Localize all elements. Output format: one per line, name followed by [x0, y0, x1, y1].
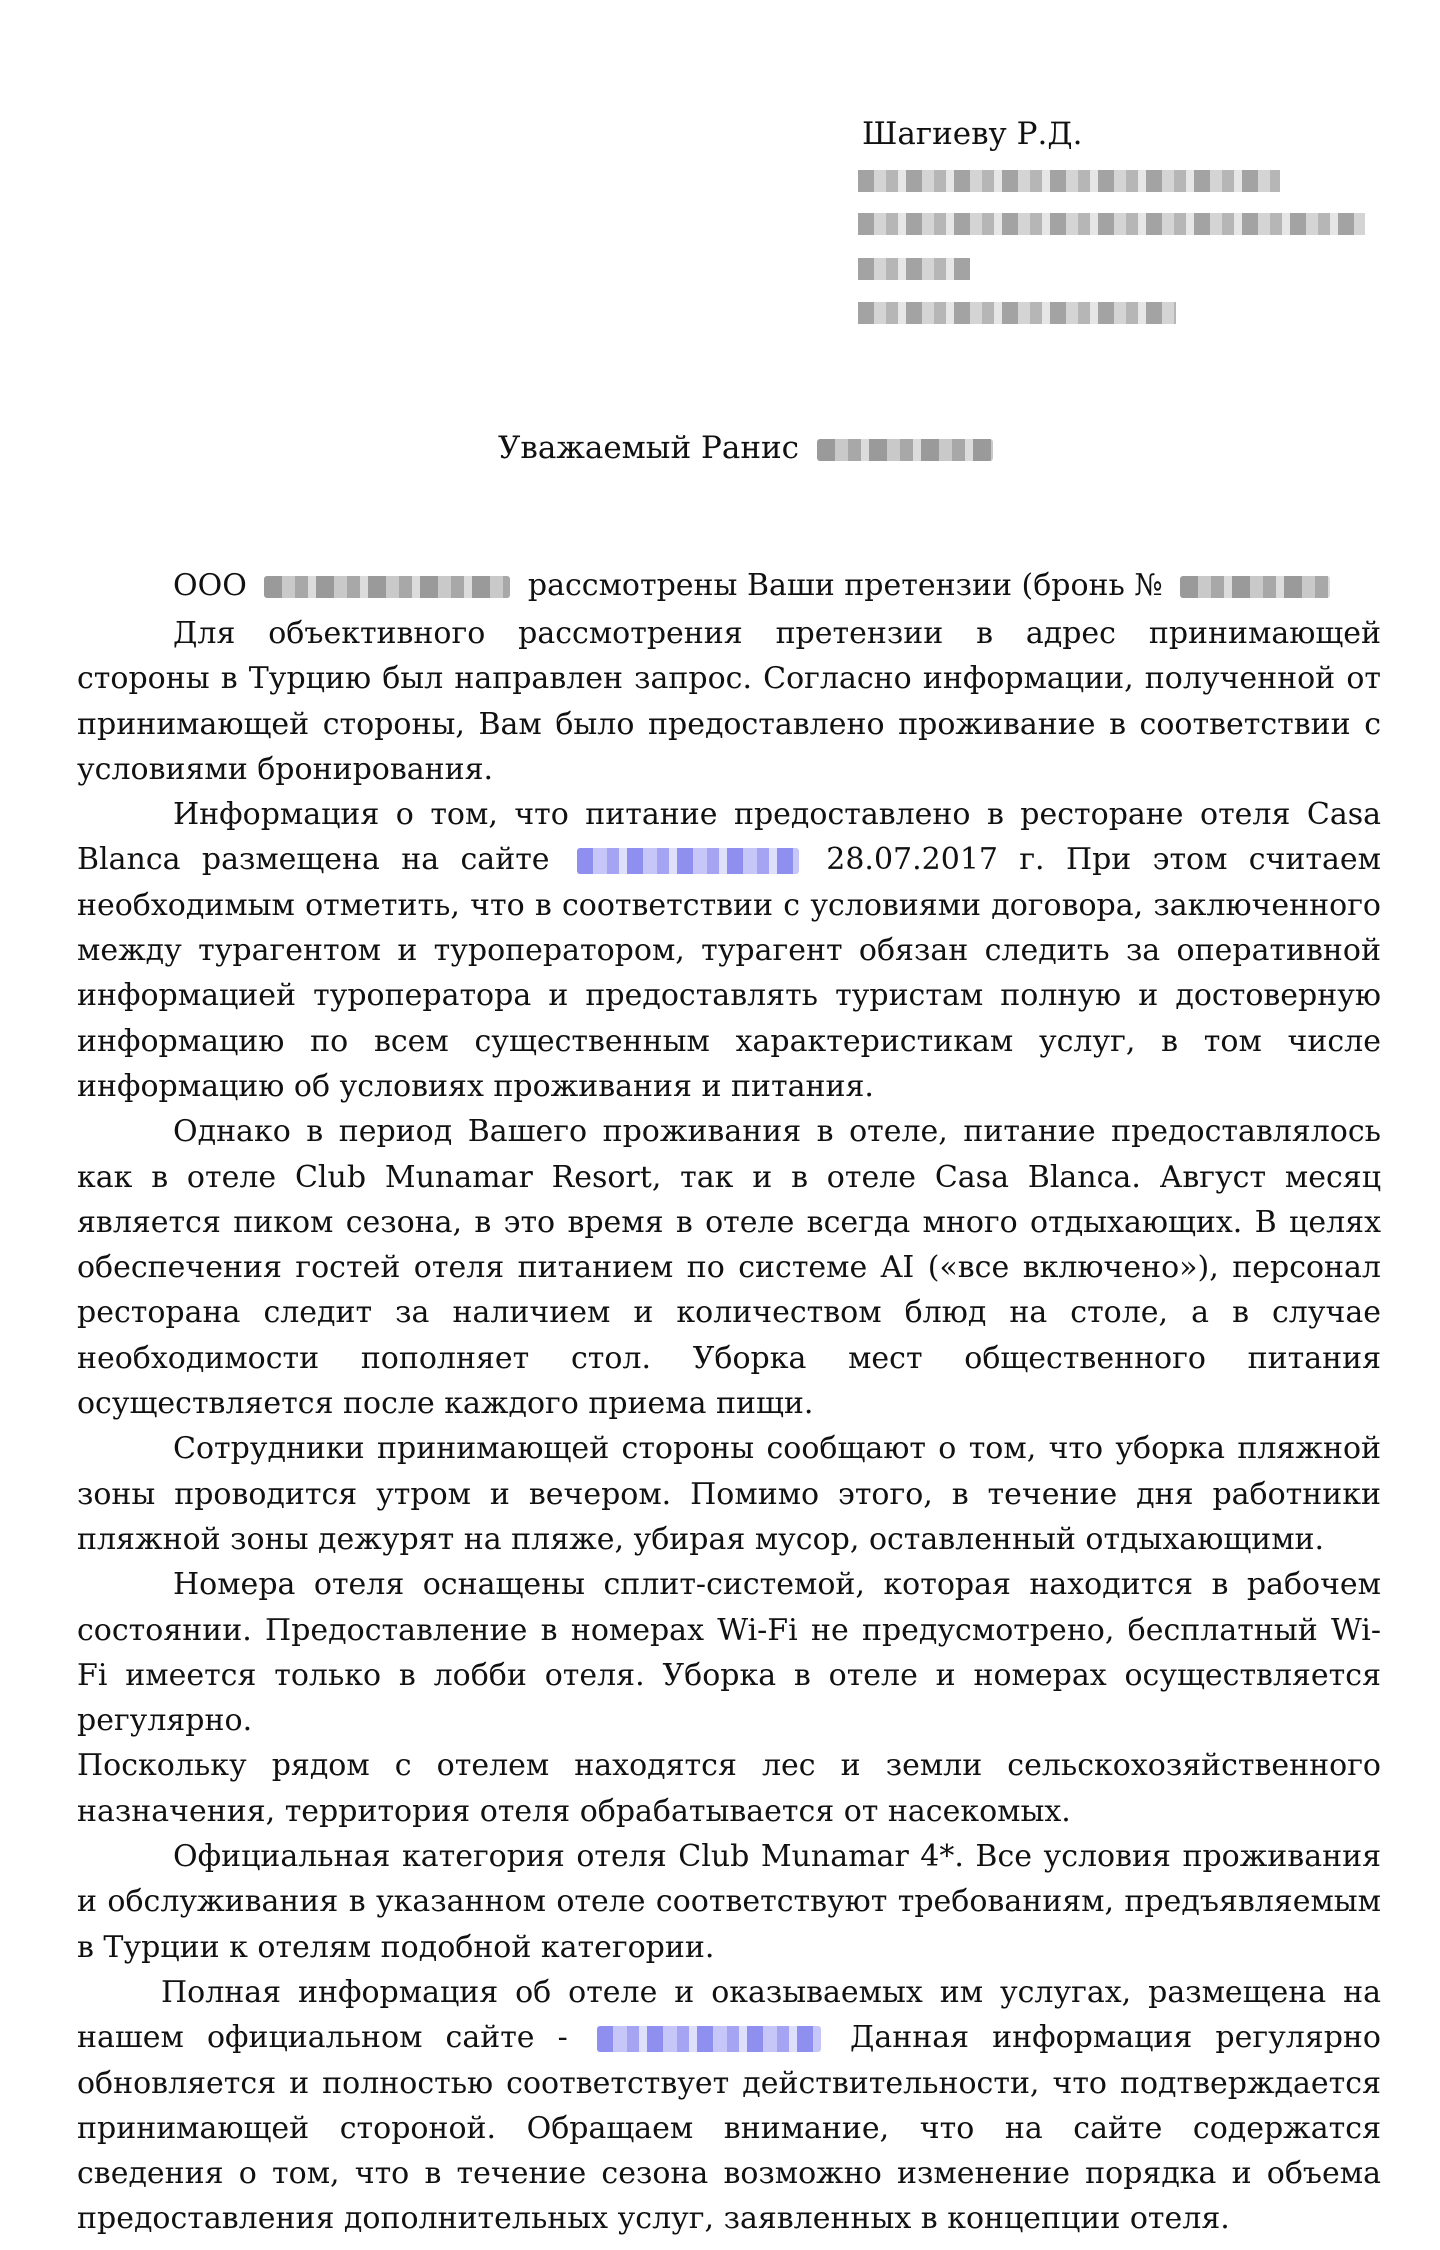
paragraph-website: [77, 1970, 1381, 2242]
food-info-after: 28.07.2017 г. При этом считаем необходимым отметить, что в соответствии с условиями договора, заключенного между турагентом и туроператором, турагент обязан следить за оперативной информацией туроператора и предоставлять туристам полную и достоверную информацию по всем существенным характеристикам услуг, в том числе информацию об условиях проживания и питания.: [77, 842, 1381, 1104]
redacted-patronymic: [817, 439, 993, 461]
paragraph-rooms: Номера отеля оснащены сплит-системой, которая находится в рабочем состоянии. Предоставление в номерах Wi-Fi не предусмотрено, бесплатный Wi-Fi имеется только в лобби отеля. Уборка в отеле и номерах осуществляется регулярно.: [77, 1567, 1381, 1739]
paragraph-beach: Сотрудники принимающей стороны сообщают о том, что уборка пляжной зоны проводится утром и вечером. Помимо этого, в течение дня работники пляжной зоны дежурят на пляже, убирая мусор, оставленный отдыхающими.: [77, 1431, 1381, 1557]
paragraph-insects: Поскольку рядом с отелем находятся лес и земли сельскохозяйственного назначения, территория отеля обрабатывается от насекомых.: [77, 1748, 1381, 1829]
website-after: Данная информация регулярно обновляется и полностью соответствует действительности, что подтверждается принимающей стороной. Обращаем внимание, что на сайте содержатся сведения о том, что в течение сезона возможно изменение порядка и объема предоставления дополнительных услуг, заявленных в концепции отеля.: [77, 2020, 1381, 2237]
claims-text: рассмотрены Ваши претензии (бронь №: [527, 568, 1163, 603]
company-prefix: ООО: [173, 568, 247, 603]
recipient-name: Шагиеву Р.Д.: [862, 116, 1083, 152]
letter-body: [77, 611, 1381, 2242]
paragraph-food-info: [77, 792, 1381, 1109]
website-before: Полная информация об отеле и оказываемых им услугах, размещена на нашем официальном сайте -: [77, 1974, 1381, 2056]
paragraph-claims: [173, 568, 1330, 603]
redacted-site-link: [577, 848, 799, 874]
redacted-official-site: [597, 2026, 821, 2052]
greeting: [498, 430, 993, 466]
paragraph-category: Официальная категория отеля Club Munamar 4*. Все условия проживания и обслуживания в указанном отеле соответствуют требованиям, предъявляемым в Турции к отелям подобной категории.: [77, 1839, 1381, 1965]
greeting-text: Уважаемый Ранис: [498, 430, 800, 466]
redacted-company: [264, 576, 510, 598]
paragraph-season: Однако в период Вашего проживания в отеле, питание предоставлялось как в отеле Club Munamar Resort, так и в отеле Casa Blanca. Август месяц является пиком сезона, в это время в отеле всегда много отдыхающих. В целях обеспечения гостей отеля питанием по системе AI («все включено»), персонал ресторана следит за наличием и количеством блюд на столе, а в случае необходимости пополняет стол. Уборка мест общественного питания осуществляется после каждого приема пищи.: [77, 1114, 1381, 1422]
redacted-booking-number: [1180, 576, 1330, 598]
paragraph-request: Для объективного рассмотрения претензии в адрес принимающей стороны в Турцию был направлен запрос. Согласно информации, полученной от принимающей стороны, Вам было предоставлено проживание в соответствии с условиями бронирования.: [77, 616, 1381, 787]
food-info-before: Информация о том, что питание предоставлено в ресторане отеля Casa Blanca размещена на сайте: [77, 797, 1381, 878]
